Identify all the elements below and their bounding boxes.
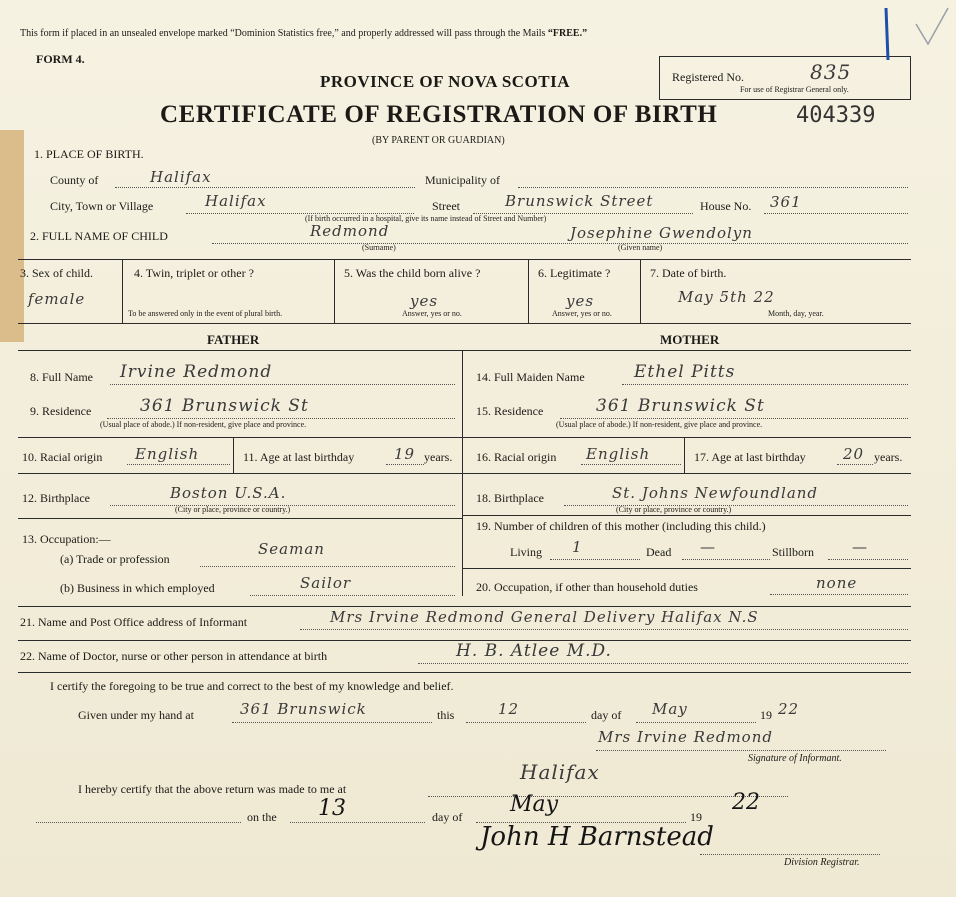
mother-occupation-value: none [816,574,858,592]
mother-race-value: English [586,445,651,463]
registrar-left-line [36,822,241,823]
mailing-note-free: “FREE.” [547,28,588,39]
mailing-note [20,28,587,39]
father-name-line [110,384,455,385]
certify-month-line [636,722,756,723]
stillborn-line [828,559,908,560]
mother-heading: MOTHER [660,332,720,347]
father-trade-label: (a) Trade or profession [60,552,170,566]
registrar-year-prefix: 19 [690,810,702,824]
county-line [115,187,415,188]
mother-name-line [622,384,908,385]
father-age-value: 19 [394,445,416,463]
mother-race-age-divider [684,437,685,473]
mother-birthplace-value: St. Johns Newfoundland [612,484,819,502]
registrar-year-value: 22 [732,790,760,815]
doctor-value: H. B. Atlee M.D. [456,641,612,661]
registered-value: 835 [810,60,852,84]
mailing-note-text: This form if placed in an unsealed envelope marked “Dominion Statistics free,” and properly addressed will pass through the Mails [20,28,548,39]
house-line [764,213,908,214]
informant-signature-line [596,750,886,751]
mother-age-value: 20 [843,445,865,463]
house-value: 361 [770,193,802,211]
registrar-statement: I hereby certify that the above return was made to me at [78,782,347,796]
legitimate-note: Answer, yes or no. [552,309,612,318]
residence-row-line [18,437,911,438]
father-business-line [250,595,455,596]
father-trade-value: Seaman [258,540,325,558]
children-line-bottom [462,568,911,569]
date-note: Month, day, year. [768,309,824,318]
living-value: 1 [572,538,583,556]
child-given-value: Josephine Gwendolyn [570,224,753,242]
parents-header-line [18,350,911,351]
registrar-day-of-label: day of [432,810,463,824]
hospital-note: (If birth occurred in a hospital, give its name instead of Street and Number) [305,214,547,223]
given-under-line [232,722,432,723]
father-heading: FATHER [207,332,260,347]
mother-age-line [837,464,873,465]
city-value: Halifax [205,192,267,210]
certify-year-prefix: 19 [760,708,772,722]
dead-value: — [700,538,716,556]
surname-note: (Surname) [362,243,396,252]
this-day-line [466,722,586,723]
row3-div-1 [122,259,123,323]
sex-label: 3. Sex of child. [20,266,93,280]
twin-note: To be answered only in the event of plural birth. [128,309,283,318]
informant-top-line [18,606,911,607]
living-label: Living [510,545,542,559]
form-number: FORM 4. [36,52,85,66]
mother-name-label: 14. Full Maiden Name [476,370,585,384]
mother-occupation-line [770,594,908,595]
this-label: this [437,708,455,722]
stamp-number: 404339 [796,103,876,128]
mother-residence-value: 361 Brunswick St [596,396,765,416]
row3-div-3 [528,259,529,323]
child-surname-value: Redmond [310,222,390,240]
county-value: Halifax [150,168,212,186]
certify-month-value: May [652,700,688,718]
registrar-on-label: on the [247,810,277,824]
street-value: Brunswick Street [505,192,654,210]
mother-age-label: 17. Age at last birthday [694,450,806,464]
mother-race-line [581,464,681,465]
father-age-line [386,464,424,465]
registered-note: For use of Registrar General only. [740,85,849,94]
mother-residence-line [560,418,908,419]
father-trade-line [200,566,455,567]
street-label: Street [432,199,460,213]
father-birthplace-line-bottom [18,518,462,519]
father-name-value: Irvine Redmond [120,362,273,382]
child-name-label: 2. FULL NAME OF CHILD [30,229,168,243]
registrar-place-value: Halifax [520,760,600,784]
certify-day-value: 12 [498,700,520,718]
informant-value: Mrs Irvine Redmond General Delivery Halifax N.S [330,608,759,626]
father-birthplace-label: 12. Birthplace [22,491,90,505]
alive-label: 5. Was the child born alive ? [344,266,481,280]
mother-race-label: 16. Racial origin [476,450,557,464]
row3-top-line [18,259,911,260]
county-label: County of [50,173,99,187]
father-residence-value: 361 Brunswick St [140,396,309,416]
given-under-label: Given under my hand at [78,708,194,722]
municipality-line [518,187,908,188]
stillborn-value: — [852,538,868,556]
living-line [550,559,640,560]
registered-label: Registered No. [672,70,744,84]
informant-line [300,629,908,630]
registrar-signature-line [700,854,880,855]
race-row-line [18,473,911,474]
doctor-line [418,663,908,664]
father-residence-label: 9. Residence [30,404,92,418]
informant-signature: Mrs Irvine Redmond [598,728,773,746]
date-value: May 5th 22 [678,288,775,306]
mother-occupation-label: 20. Occupation, if other than household duties [476,580,698,594]
page-title: CERTIFICATE OF REGISTRATION OF BIRTH [160,101,718,128]
registrar-day-value: 13 [318,796,346,821]
child-name-line [212,243,908,244]
father-name-label: 8. Full Name [30,370,93,384]
row3-div-4 [640,259,641,323]
certify-statement: I certify the foregoing to be true and correct to the best of my knowledge and belief. [50,679,454,693]
given-under-value: 361 Brunswick [240,700,367,718]
father-race-label: 10. Racial origin [22,450,103,464]
mother-residence-note: (Usual place of abode.) If non-resident, give place and province. [556,420,763,429]
father-occupation-label: 13. Occupation:— [22,532,111,546]
father-residence-note: (Usual place of abode.) If non-resident, give place and province. [100,420,307,429]
doctor-label: 22. Name of Doctor, nurse or other person in attendance at birth [20,649,328,663]
father-race-line [127,464,230,465]
check-mark-icon [872,4,952,66]
doctor-bottom-line [18,672,911,673]
province-heading: PROVINCE OF NOVA SCOTIA [320,72,571,91]
mother-name-value: Ethel Pitts [634,362,736,382]
father-residence-line [107,418,455,419]
father-race-age-divider [233,437,234,473]
alive-note: Answer, yes or no. [402,309,462,318]
registrar-signature: John H Barnstead [480,822,714,852]
tape-strip [0,130,24,342]
place-of-birth-heading: 1. PLACE OF BIRTH. [34,147,144,161]
dead-line [682,559,770,560]
father-birthplace-note: (City or place, province or country.) [175,505,291,514]
registrar-signature-label: Division Registrar. [784,857,860,868]
father-business-label: (b) Business in which employed [60,581,215,595]
stillborn-label: Stillborn [772,545,815,559]
house-label: House No. [700,199,752,213]
father-birthplace-value: Boston U.S.A. [170,484,287,502]
city-label: City, Town or Village [50,199,154,213]
mother-age-unit: years. [874,450,903,464]
legitimate-value: yes [566,292,595,310]
page-subtitle: (BY PARENT OR GUARDIAN) [372,135,505,146]
mother-birthplace-line-bottom [462,515,911,516]
alive-value: yes [410,292,439,310]
father-race-value: English [135,445,200,463]
row3-bottom-line [18,323,911,324]
sex-value: female [28,290,86,308]
children-count-label: 19. Number of children of this mother (including this child.) [476,519,766,533]
certify-day-of-label: day of [591,708,622,722]
legitimate-label: 6. Legitimate ? [538,266,611,280]
father-age-label: 11. Age at last birthday [243,450,355,464]
registrar-month-value: May [510,792,559,817]
informant-signature-label: Signature of Informant. [748,753,842,764]
certify-year-value: 22 [778,700,800,718]
registrar-day-line [290,822,425,823]
twin-label: 4. Twin, triplet or other ? [134,266,254,280]
row3-div-2 [334,259,335,323]
given-note: (Given name) [618,243,663,252]
father-age-unit: years. [424,450,453,464]
mother-birthplace-note: (City or place, province or country.) [616,505,732,514]
informant-label: 21. Name and Post Office address of Informant [20,615,248,629]
date-label: 7. Date of birth. [650,266,727,280]
mother-birthplace-label: 18. Birthplace [476,491,544,505]
dead-label: Dead [646,545,672,559]
municipality-label: Municipality of [425,173,500,187]
father-business-value: Sailor [300,574,352,592]
mother-residence-label: 15. Residence [476,404,544,418]
